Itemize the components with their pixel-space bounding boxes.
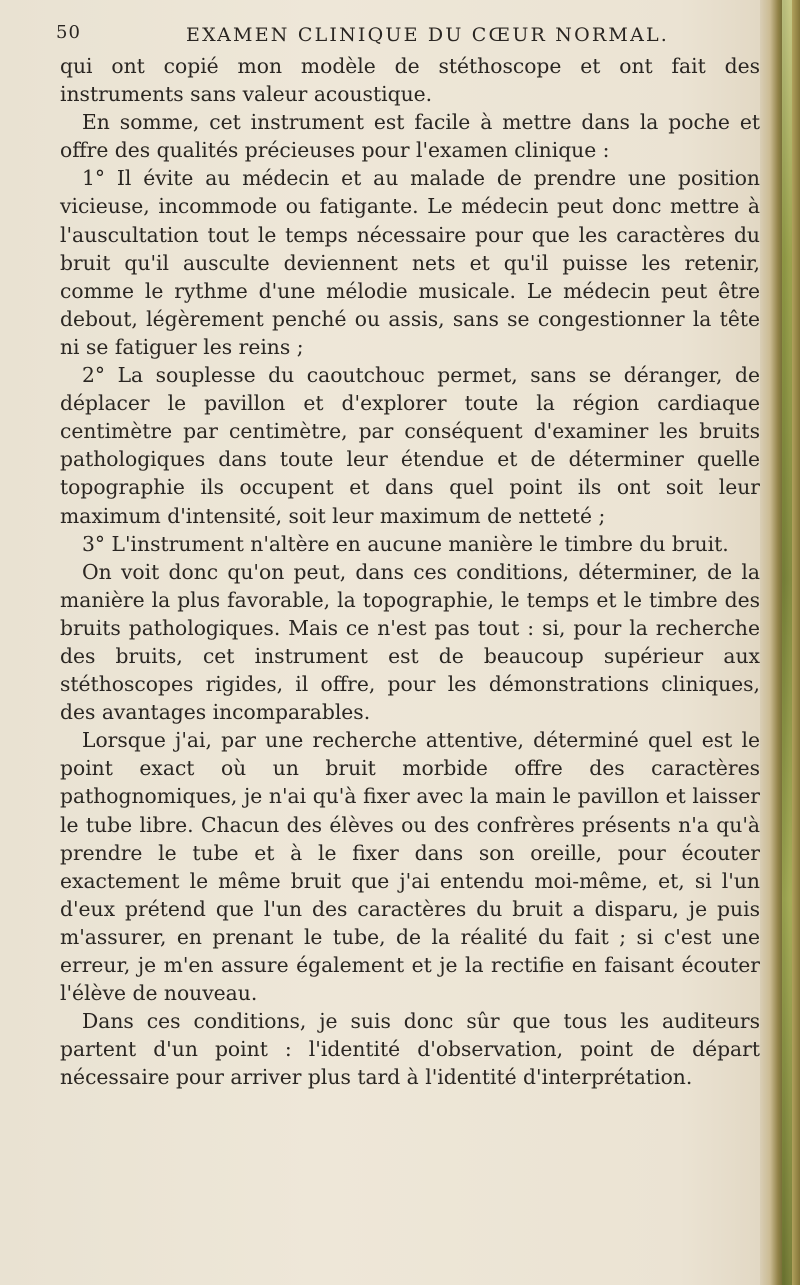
paragraph: 2° La souplesse du caoutchouc permet, sans se déranger, de déplacer le pavillon et d'explorer toute la région cardiaque centimètre par centimètre, par conséquent d'examiner les bruits pathologiques dans toute leur étendue et de déterminer quelle topographie ils occupent et dans quel point ils ont soit leur maximum d'intensité, soit leur maximum de netteté ; — [60, 363, 760, 528]
page-header — [56, 22, 756, 50]
paragraph: 3° L'instrument n'altère en aucune manière le timbre du bruit. — [82, 531, 729, 556]
book-spine-edge — [760, 0, 800, 1285]
body-text — [60, 52, 760, 1091]
paragraph: 1° Il évite au médecin et au malade de prendre une position vicieuse, incommode ou fatigante. Le médecin peut donc mettre à l'auscultation tout le temps nécessaire pour que les caractères du bruit qu'il ausculte deviennent nets et qu'il puisse les retenir, comme le rythme d'une mélodie musicale. Le médecin peut être debout, légèrement penché ou assis, sans se congestionner la tête ni se fatiguer les reins ; — [60, 166, 760, 359]
paragraph: Lorsque j'ai, par une recherche attentive, déterminé quel est le point exact où un bruit morbide offre des caractères pathognomiques, je n'ai qu'à fixer avec la main le pavillon et laisser le tube libre. Chacun des élèves ou des confrères présents n'a qu'à prendre le tube et à le fixer dans son oreille, pour écouter exactement le même bruit que j'ai entendu moi-même, et, si l'un d'eux prétend que l'un des caractères du bruit a disparu, je puis m'assurer, en prenant le tube, de la réalité du fait ; si c'est une erreur, je m'en assure également et je la rectifie en faisant écouter l'élève de nouveau. — [60, 728, 760, 1006]
running-title: EXAMEN CLINIQUE DU CŒUR NORMAL. — [186, 24, 670, 46]
page-number: 50 — [56, 22, 81, 43]
spine-binding — [782, 0, 792, 1285]
paragraph: On voit donc qu'on peut, dans ces conditions, déterminer, de la manière la plus favorable, la topographie, le temps et le timbre des bruits pathologiques. Mais ce n'est pas tout : si, pour la recherche des bruits, cet instrument est de beaucoup supérieur aux stéthoscopes rigides, il offre, pour les démonstrations cliniques, des avantages incomparables. — [60, 559, 760, 725]
paragraph: En somme, cet instrument est facile à mettre dans la poche et offre des qualités précieuses pour l'examen clinique : — [60, 110, 760, 163]
paragraph: Dans ces conditions, je suis donc sûr que tous les auditeurs partent d'un point : l'identité d'observation, point de départ nécessaire pour arriver plus tard à l'identité d'interprétation. — [60, 1009, 760, 1090]
paragraph: qui ont copié mon modèle de stéthoscope et ont fait des instruments sans valeur acoustique. — [60, 54, 760, 107]
